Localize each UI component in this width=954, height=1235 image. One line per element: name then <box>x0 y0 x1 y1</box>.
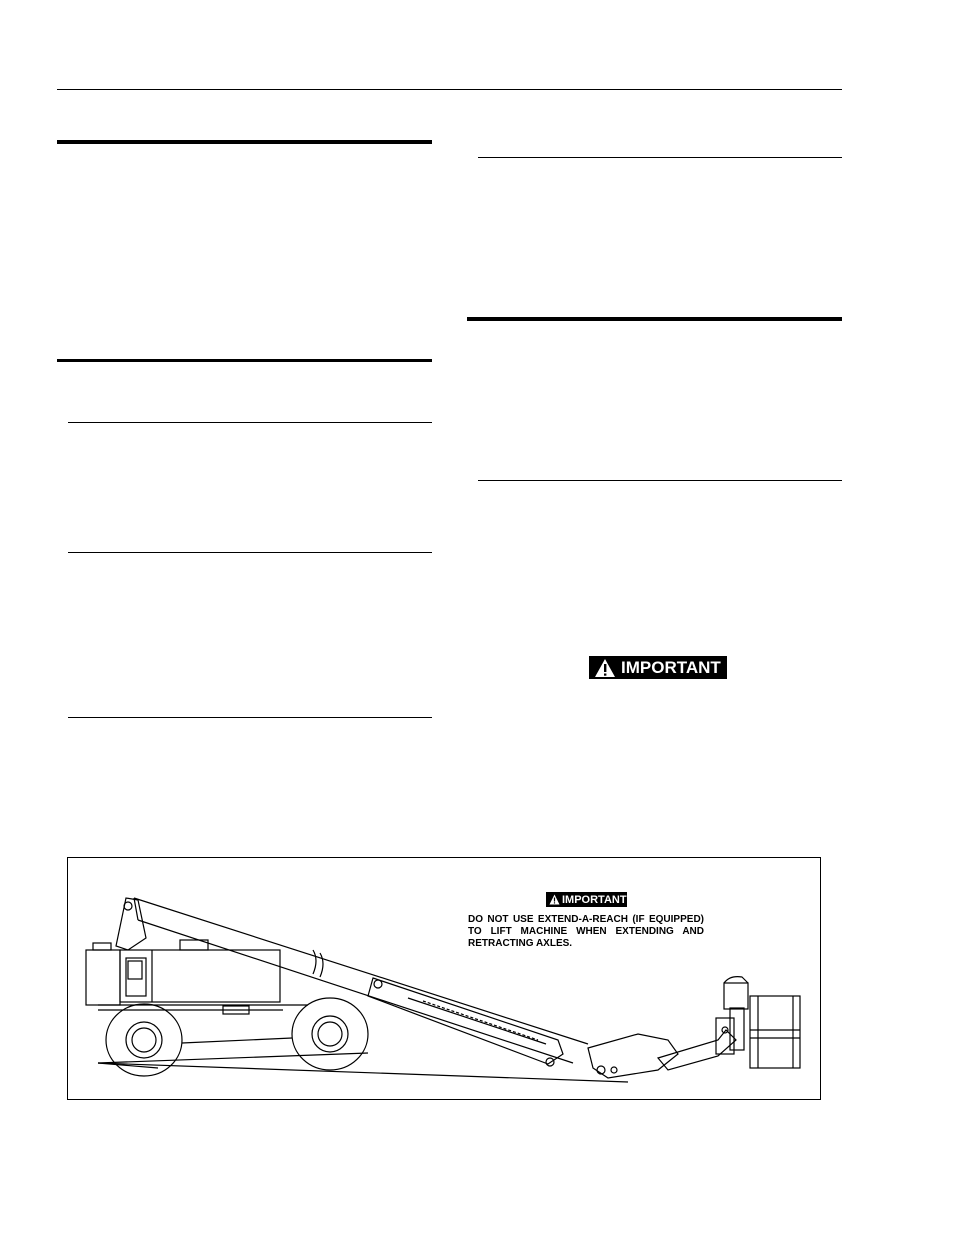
subsection-rule-3 <box>68 717 432 718</box>
section-rule-thick-1 <box>57 140 432 144</box>
section-rule-thick-2 <box>57 359 432 362</box>
subsection-rule-5 <box>478 480 842 481</box>
figure-important-badge <box>546 892 627 907</box>
machine-figure <box>67 857 821 1100</box>
important-badge <box>589 656 727 679</box>
subsection-rule-1 <box>68 422 432 423</box>
warning-triangle-icon <box>594 658 616 678</box>
figure-important-label: IMPORTANT <box>562 893 627 906</box>
subsection-rule-4 <box>478 157 842 158</box>
section-rule-thick-3 <box>467 317 842 321</box>
figure-notice-text: DO NOT USE EXTEND-A-REACH (IF EQUIPPED) TO LIFT MACHINE WHEN EXTENDING AND RETRACTING AXLES. <box>468 914 704 949</box>
warning-triangle-icon <box>549 894 560 905</box>
important-label: IMPORTANT <box>621 657 721 677</box>
subsection-rule-2 <box>68 552 432 553</box>
boom-lift-illustration <box>68 858 821 1100</box>
header-rule <box>57 89 842 90</box>
